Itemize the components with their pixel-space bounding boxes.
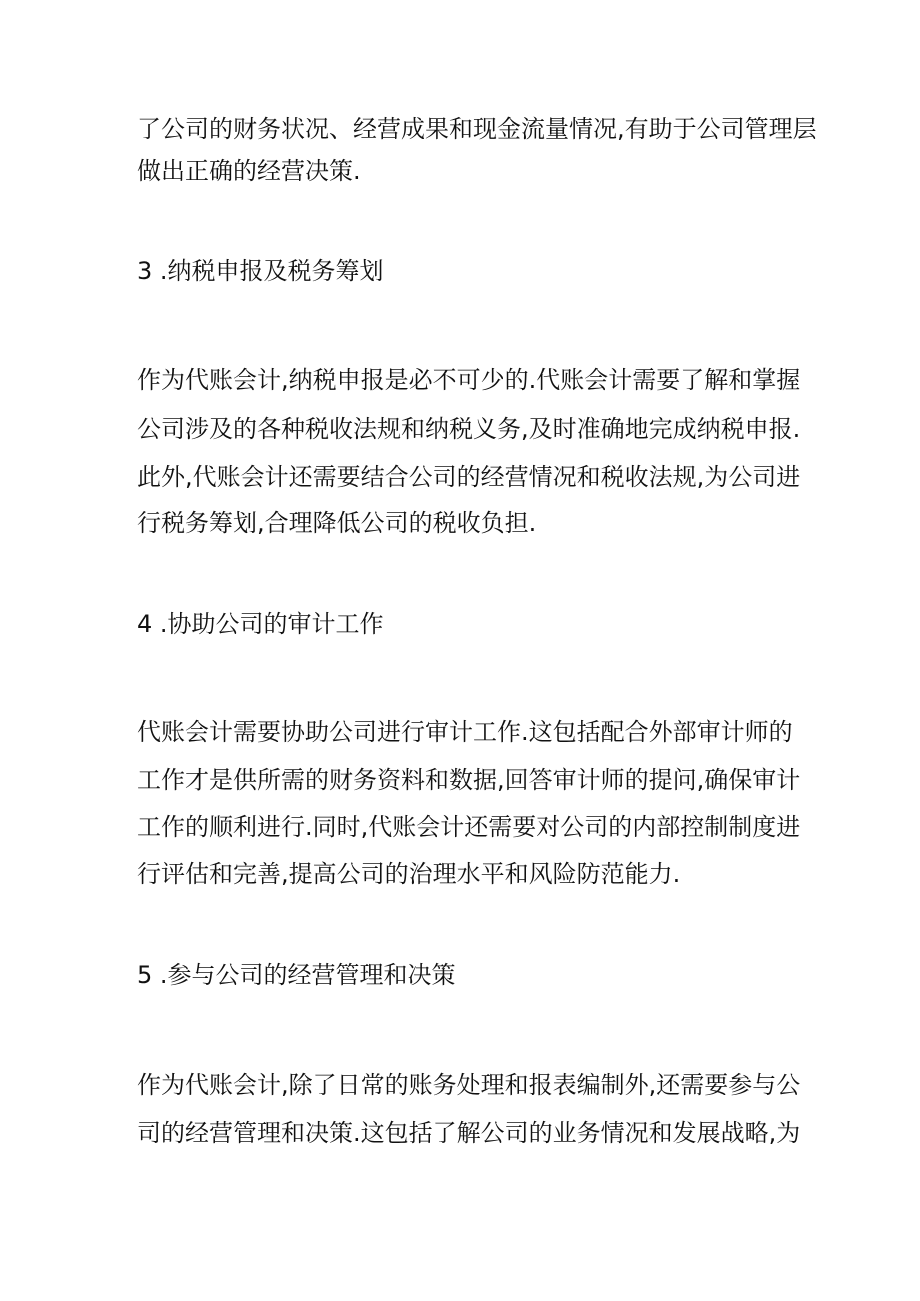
section-3-line-2: 公司涉及的各种税收法规和纳税义务,及时准确地完成纳税申报. bbox=[137, 415, 801, 443]
intro-line-2: 做出正确的经营决策. bbox=[137, 157, 361, 185]
section-4-line-3: 工作的顺利进行.同时,代账会计还需要对公司的内部控制制度进 bbox=[137, 813, 801, 841]
section-5-heading: 5 .参与公司的经营管理和决策 bbox=[137, 961, 456, 989]
section-3-line-1: 作为代账会计,纳税申报是必不可少的.代账会计需要了解和掌握 bbox=[137, 366, 801, 394]
section-4-heading: 4 .协助公司的审计工作 bbox=[137, 610, 384, 638]
section-4-line-2: 工作才是供所需的财务资料和数据,回答审计师的提问,确保审计 bbox=[137, 766, 801, 794]
section-3-line-3: 此外,代账会计还需要结合公司的经营情况和税收法规,为公司进 bbox=[137, 463, 801, 491]
section-4-line-4: 行评估和完善,提高公司的治理水平和风险防范能力. bbox=[137, 860, 681, 888]
section-3-line-4: 行税务筹划,合理降低公司的税收负担. bbox=[137, 509, 537, 537]
section-5-line-1: 作为代账会计,除了日常的账务处理和报表编制外,还需要参与公 bbox=[137, 1071, 801, 1099]
intro-line-1: 了公司的财务状况、经营成果和现金流量情况,有助于公司管理层 bbox=[137, 115, 817, 143]
section-5-line-2: 司的经营管理和决策.这包括了解公司的业务情况和发展战略,为 bbox=[137, 1119, 801, 1147]
section-3-heading: 3 .纳税申报及税务筹划 bbox=[137, 257, 384, 285]
section-4-line-1: 代账会计需要协助公司进行审计工作.这包括配合外部审计师的 bbox=[137, 718, 793, 746]
